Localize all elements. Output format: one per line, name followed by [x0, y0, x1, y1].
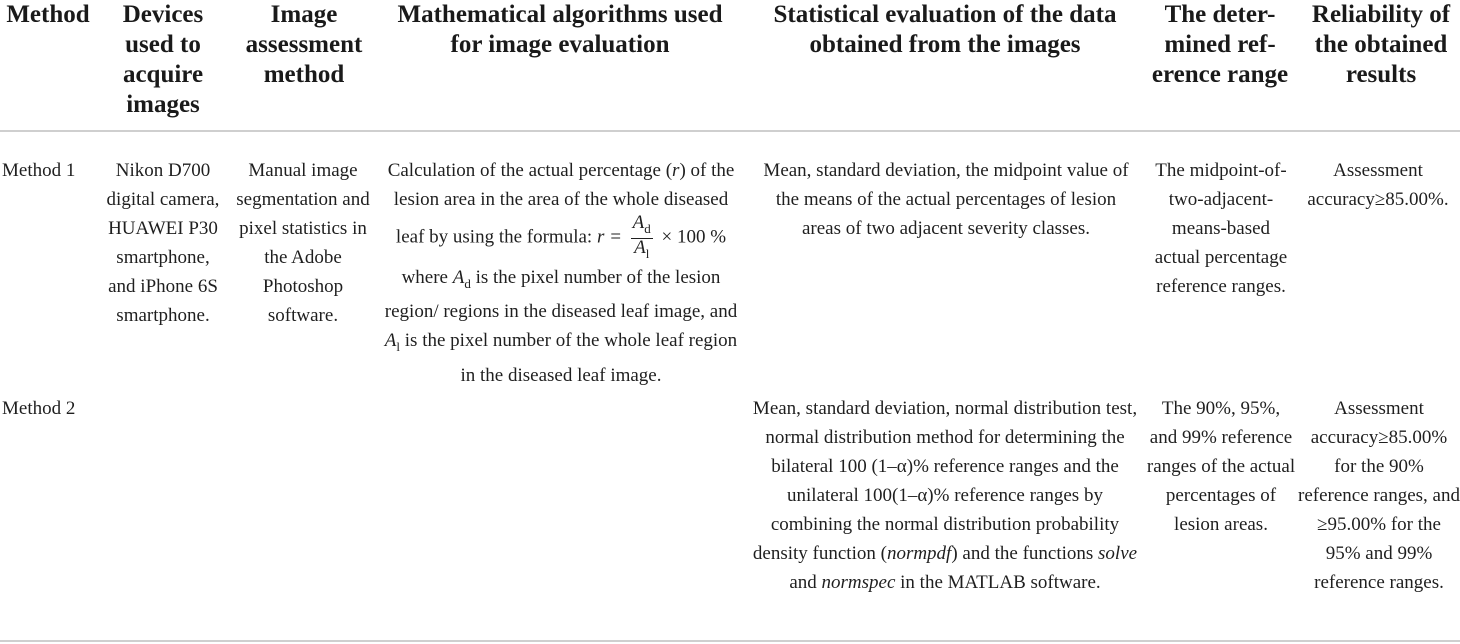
formula-den-sub: l [645, 245, 650, 261]
header-divider [0, 130, 1460, 132]
row1-method: Method 1 [2, 160, 76, 181]
algorithm-r: r [672, 160, 680, 181]
al-symbol-sub: l [396, 339, 401, 355]
ad-symbol: A [452, 266, 465, 288]
header-method: Method [6, 1, 90, 28]
row2-statistical [752, 394, 1138, 597]
statistical-part1: Mean, standard deviation, normal distribution test, normal distribution method for determining the bilateral 100 (1–α)% reference ranges and the unilateral 100(1–α)% reference ranges by combining the normal distribution probability density function ( [752, 398, 1138, 564]
statistical-solve: solve [1098, 543, 1138, 564]
header-reference: The deter-mined ref-erence range [1151, 1, 1289, 88]
algorithm-mid: ) of the lesion area in the area of the whole diseased leaf by using the formula: [393, 160, 735, 248]
formula-den: A [634, 236, 646, 258]
row2-reference: The 90%, 95%, and 99% reference ranges of the actual percentages of lesion areas. [1146, 398, 1296, 535]
formula-lhs: r = [596, 226, 622, 248]
header-reliability: Reliability of the obtained results [1311, 1, 1451, 88]
statistical-part2: ) and the functions [951, 543, 1094, 564]
formula-num: A [632, 212, 645, 233]
ad-symbol-sub: d [464, 275, 471, 291]
header-assessment: Image assessment method [245, 1, 363, 88]
algorithm-intro: Calculation of the actual percentage ( [387, 160, 673, 181]
algorithm-al-desc: is the pixel number of the whole leaf region in the diseased leaf image. [404, 330, 738, 387]
row1-statistical: Mean, standard deviation, the midpoint value of the means of the actual percentages of lesion areas of two adjacent severity classes. [763, 160, 1129, 239]
formula-fraction [631, 214, 653, 263]
al-symbol: A [384, 330, 397, 352]
formula-rhs: × 100 % [661, 226, 727, 248]
statistical-normspec: normspec [821, 572, 896, 593]
algorithm-ad-desc: is the pixel number of the lesion region/ regions in the diseased leaf image, and [384, 266, 738, 323]
header-statistical: Statistical evaluation of the data obtained from the images [773, 1, 1117, 58]
row2-method: Method 2 [2, 398, 76, 419]
row1-reference: The midpoint-of-two-adjacent-means-based actual percentage reference ranges. [1154, 160, 1288, 297]
row1-reliability: Assessment accuracy≥85.00%. [1307, 160, 1449, 210]
header-algorithms: Mathematical algorithms used for image evaluation [397, 1, 723, 58]
formula-num-sub: d [644, 220, 651, 236]
statistical-and: and [789, 572, 817, 593]
row1-algorithm [384, 156, 738, 390]
table-bottom-rule [0, 640, 1460, 642]
statistical-part3: in the MATLAB software. [900, 572, 1101, 593]
statistical-normpdf: normpdf [886, 543, 952, 564]
row2-reliability: Assessment accuracy≥85.00% for the 90% reference ranges, and ≥95.00% for the 95% and 99% reference ranges. [1298, 398, 1460, 593]
row1-devices: Nikon D700 digital camera, HUAWEI P30 smartphone, and iPhone 6S smartphone. [106, 160, 220, 326]
algorithm-where: where [401, 266, 448, 288]
header-devices: Devices used to acquire images [122, 1, 204, 118]
row1-assessment: Manual image segmentation and pixel statistics in the Adobe Photoshop software. [236, 160, 370, 326]
